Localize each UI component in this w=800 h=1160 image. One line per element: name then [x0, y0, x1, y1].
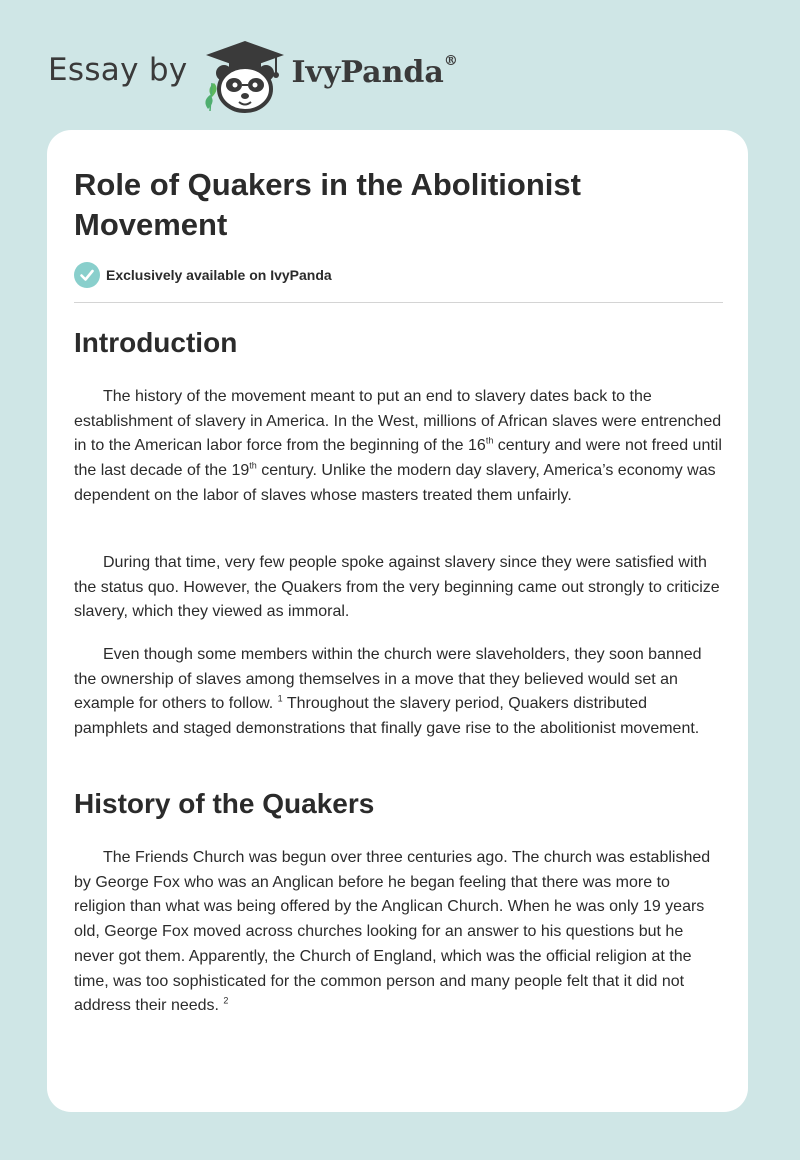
paragraph: Even though some members within the church were slaveholders, they soon banned the ownership of slaves among themselves in a move that they believed would set an example for others to follow. $^1$ Throughout the slavery period, Quakers distributed pamphlets and staged demonstrations that finally gave rise to the abolitionist movement.	[74, 646, 702, 738]
section-heading-history: History of the Quakers	[74, 788, 375, 819]
check-circle-icon	[74, 262, 100, 288]
paragraph: The history of the movement meant to put an end to slavery dates back to the establishment of slavery in America. In the West, millions of African slaves were entrenched in to the American labor force from the beginning of the 16th century and were not freed until the last decade of the 19th century. Unlike the modern day slavery, America’s economy was dependent on the labor of slaves whose masters treated them unfairly.	[74, 388, 722, 504]
brand-name[interactable]: IvyPanda®	[291, 52, 458, 90]
essay-title: Role of Quakers in the Abolitionist Movement	[74, 167, 581, 242]
section-heading-introduction: Introduction	[74, 327, 238, 358]
panda-logo-icon[interactable]	[202, 39, 288, 113]
paragraph: The Friends Church was begun over three centuries ago. The church was established by George Fox who was an Anglican before he began feeling that there was more to religion than what was being offered by the Anglican Church. When he was only 19 years old, George Fox moved across churches looking for an answer to his questions but he never got them. Apparently, the Church of England, which was the official religion at the time, was too sophisticated for the common person and many people felt that it did not address their needs. $^2$	[74, 849, 711, 1015]
essay-card	[47, 130, 748, 1112]
exclusive-badge	[74, 262, 332, 288]
exclusive-badge-label: Exclusively available on IvyPanda	[106, 267, 332, 283]
brand-prefix: Essay by	[48, 52, 188, 88]
paragraph: During that time, very few people spoke against slavery since they were satisfied with the status quo. However, the Quakers from the very beginning came out strongly to criticize slavery, which they viewed as immoral.	[74, 554, 720, 621]
footnote-ref[interactable]: 1	[277, 694, 283, 705]
site-header	[48, 36, 458, 116]
title-divider	[74, 302, 723, 303]
footnote-ref[interactable]: 2	[223, 995, 229, 1006]
